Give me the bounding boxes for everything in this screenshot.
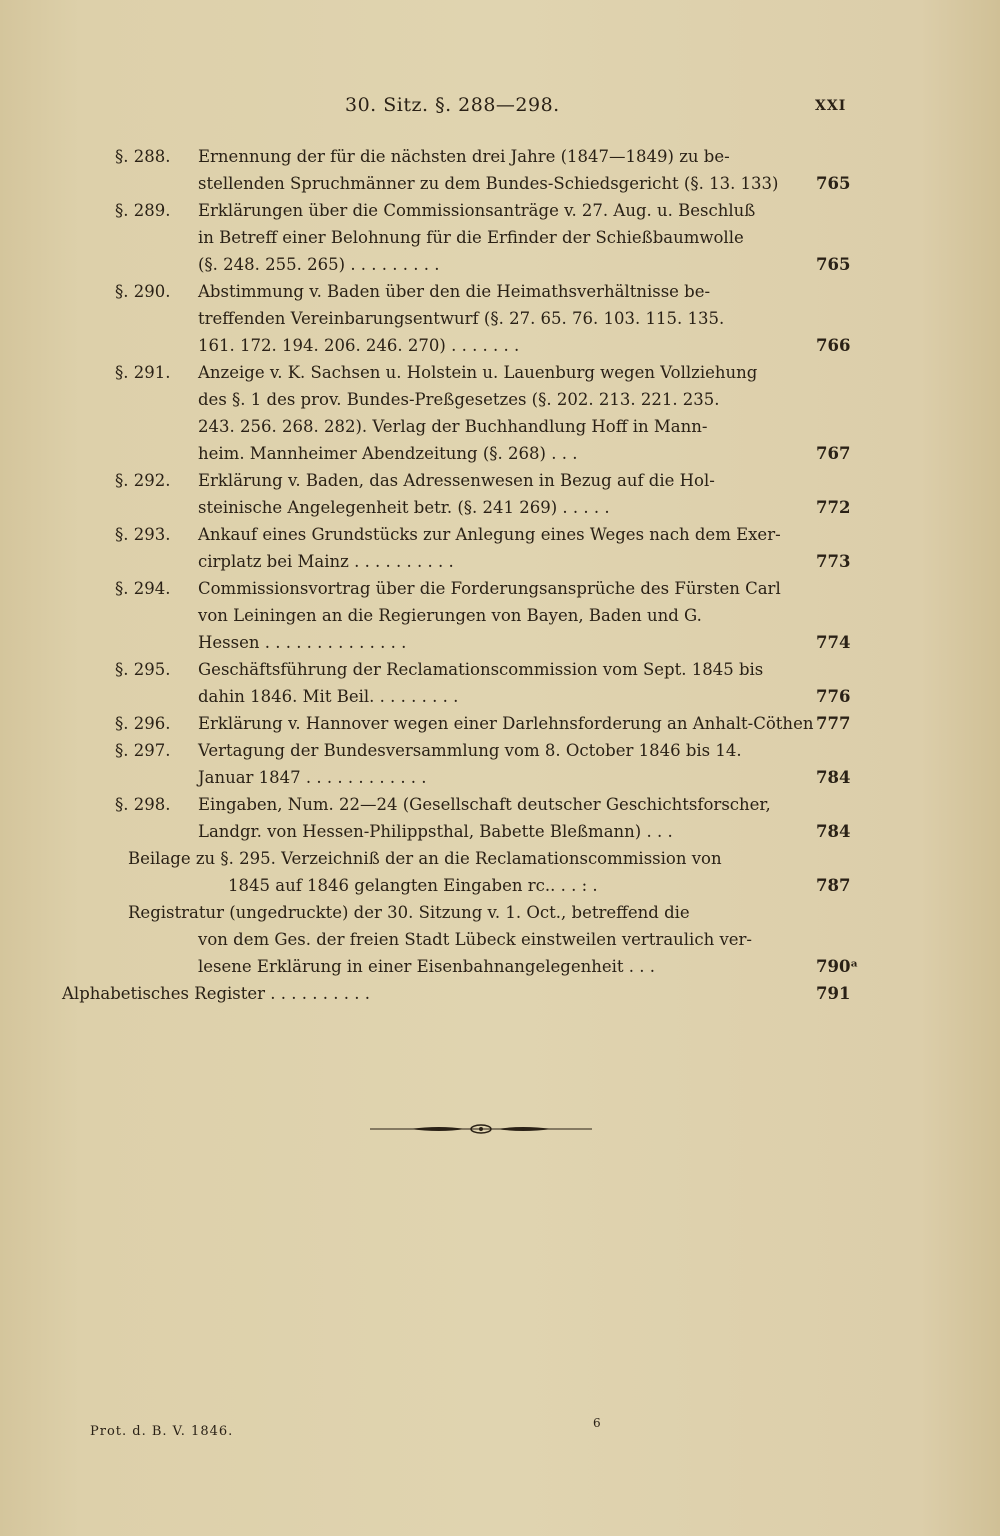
section-number: §. 291. xyxy=(115,363,171,382)
section-number: §. 293. xyxy=(115,525,171,544)
page-number: 765 xyxy=(816,255,851,274)
section-number: §. 290. xyxy=(115,282,171,301)
toc-entry-292 xyxy=(0,467,1000,521)
toc-entry-293 xyxy=(0,521,1000,575)
section-number: §. 292. xyxy=(115,471,171,490)
page-number: 790ᵃ xyxy=(816,957,859,976)
entry-text: Januar 1847 . . . . . . . . . . . . xyxy=(198,768,427,787)
toc-entry-290 xyxy=(0,278,1000,359)
entry-text: Geschäftsführung der Reclamationscommission vom Sept. 1845 bis xyxy=(198,660,764,679)
entry-text: in Betreff einer Belohnung für die Erfinder der Schießbaumwolle xyxy=(198,228,744,247)
entry-text: stellenden Spruchmänner zu dem Bundes-Schiedsgericht (§. 13. 133) xyxy=(198,174,779,193)
toc-entry-294 xyxy=(0,575,1000,656)
footer-signature: Prot. d. B. V. 1846. xyxy=(90,1424,234,1439)
section-number: §. 295. xyxy=(115,660,171,679)
page-number: 773 xyxy=(816,552,851,571)
page-number: 777 xyxy=(816,714,851,733)
page-number: 774 xyxy=(816,633,851,652)
toc-entry-296 xyxy=(0,710,1000,737)
entry-text: Eingaben, Num. 22—24 (Gesellschaft deutscher Geschichtsforscher, xyxy=(198,795,771,814)
toc-entry-297 xyxy=(0,737,1000,791)
toc-entry-295 xyxy=(0,656,1000,710)
section-number: §. 289. xyxy=(115,201,171,220)
entry-text: 1845 auf 1846 gelangten Eingaben rc.. . . : . xyxy=(228,876,598,895)
running-title: 30. Sitz. §. 288—298. xyxy=(345,94,560,116)
toc-entry-291 xyxy=(0,359,1000,467)
entry-text: Registratur (ungedruckte) der 30. Sitzung v. 1. Oct., betreffend die xyxy=(128,903,690,922)
entry-text: Ankauf eines Grundstücks zur Anlegung eines Weges nach dem Exer- xyxy=(198,525,781,544)
toc-entry-298 xyxy=(0,791,1000,845)
ornament-divider xyxy=(370,1122,592,1136)
section-number: §. 288. xyxy=(115,147,171,166)
table-of-contents xyxy=(0,143,1000,1007)
toc-entry-288 xyxy=(0,143,1000,197)
entry-text: Vertagung der Bundesversammlung vom 8. October 1846 bis 14. xyxy=(198,741,742,760)
entry-text: (§. 248. 255. 265) . . . . . . . . . xyxy=(198,255,440,274)
page-number: 772 xyxy=(816,498,851,517)
toc-entry-registratur xyxy=(0,899,1000,980)
entry-text: Ernennung der für die nächsten drei Jahre (1847—1849) zu be- xyxy=(198,147,730,166)
entry-text: dahin 1846. Mit Beil. . . . . . . . . xyxy=(198,687,459,706)
section-number: §. 294. xyxy=(115,579,171,598)
entry-text: Erklärung v. Hannover wegen einer Darlehnsforderung an Anhalt-Cöthen xyxy=(198,714,814,733)
page-header xyxy=(0,94,1000,124)
roman-page-number: XXI xyxy=(815,98,847,114)
page-number: 767 xyxy=(816,444,851,463)
entry-text: von dem Ges. der freien Stadt Lübeck einstweilen vertraulich ver- xyxy=(198,930,752,949)
entry-text: Erklärung v. Baden, das Adressenwesen in Bezug auf die Hol- xyxy=(198,471,715,490)
entry-text: von Leiningen an die Regierungen von Bayen, Baden und G. xyxy=(198,606,702,625)
page-number: 766 xyxy=(816,336,851,355)
page-number: 784 xyxy=(816,822,851,841)
toc-entry-beilage xyxy=(0,845,1000,899)
toc-entry-register xyxy=(0,980,1000,1007)
entry-text: des §. 1 des prov. Bundes-Preßgesetzes (§. 202. 213. 221. 235. xyxy=(198,390,720,409)
toc-entry-289 xyxy=(0,197,1000,278)
entry-text: Hessen . . . . . . . . . . . . . . xyxy=(198,633,407,652)
entry-text: Landgr. von Hessen-Philippsthal, Babette Bleßmann) . . . xyxy=(198,822,673,841)
entry-text: treffenden Vereinbarungsentwurf (§. 27. 65. 76. 103. 115. 135. xyxy=(198,309,725,328)
page-number: 776 xyxy=(816,687,851,706)
sheet-signature: 6 xyxy=(593,1416,601,1430)
entry-text: 243. 256. 268. 282). Verlag der Buchhandlung Hoff in Mann- xyxy=(198,417,708,436)
entry-text: Beilage zu §. 295. Verzeichniß der an die Reclamationscommission von xyxy=(128,849,722,868)
entry-text: steinische Angelegenheit betr. (§. 241 269) . . . . . xyxy=(198,498,610,517)
page-number: 791 xyxy=(816,984,851,1003)
section-number: §. 297. xyxy=(115,741,171,760)
entry-text: lesene Erklärung in einer Eisenbahnangelegenheit . . . xyxy=(198,957,656,976)
entry-text: heim. Mannheimer Abendzeitung (§. 268) . . . xyxy=(198,444,578,463)
page-number: 765 xyxy=(816,174,851,193)
entry-text: 161. 172. 194. 206. 246. 270) . . . . . . . xyxy=(198,336,520,355)
entry-text: Abstimmung v. Baden über den die Heimathsverhältnisse be- xyxy=(198,282,711,301)
page-number: 787 xyxy=(816,876,851,895)
entry-text: Erklärungen über die Commissionsanträge v. 27. Aug. u. Beschluß xyxy=(198,201,756,220)
entry-text: Alphabetisches Register . . . . . . . . . . xyxy=(62,984,370,1003)
section-number: §. 296. xyxy=(115,714,171,733)
entry-text: Commissionsvortrag über die Forderungsansprüche des Fürsten Carl xyxy=(198,579,781,598)
page-number: 784 xyxy=(816,768,851,787)
section-number: §. 298. xyxy=(115,795,171,814)
entry-text: Anzeige v. K. Sachsen u. Holstein u. Lauenburg wegen Vollziehung xyxy=(198,363,758,382)
entry-text: cirplatz bei Mainz . . . . . . . . . . xyxy=(198,552,454,571)
